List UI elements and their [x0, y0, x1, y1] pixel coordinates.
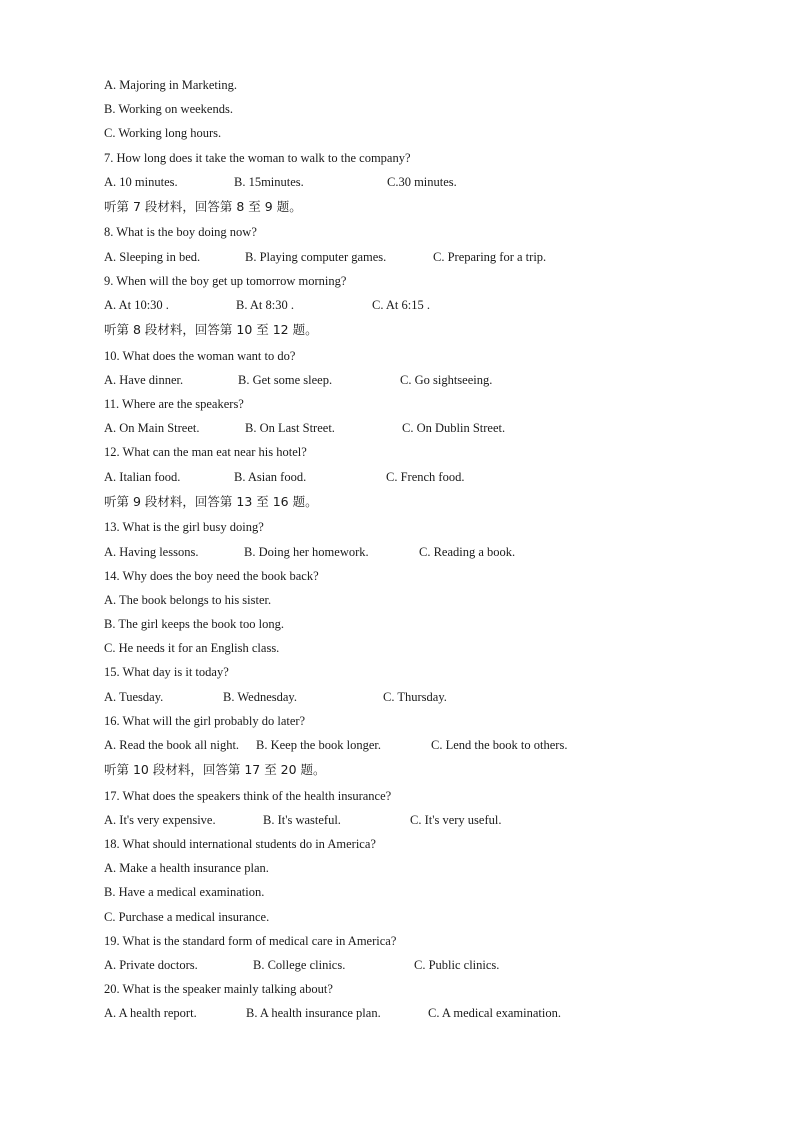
text-line: 15. What day is it today?: [104, 665, 229, 680]
options-row: [104, 293, 704, 317]
answer-option: B. It's wasteful.: [263, 812, 341, 827]
text-line: 20. What is the speaker mainly talking about?: [104, 982, 333, 997]
text-line: 12. What can the man eat near his hotel?: [104, 445, 307, 460]
text-line: 11. Where are the speakers?: [104, 397, 244, 412]
answer-option: A. Read the book all night.: [104, 738, 240, 752]
text-line: B. Have a medical examination.: [104, 885, 265, 900]
options-row: [104, 416, 704, 440]
text-line: 13. What is the girl busy doing?: [104, 520, 264, 535]
text-line: 16. What will the girl probably do later?: [104, 713, 306, 728]
text-line: A. The book belongs to his sister.: [104, 592, 272, 607]
answer-option: B. At 8:30 .: [236, 298, 294, 312]
text-line: C. Working long hours.: [104, 126, 222, 141]
text-line: 17. What does the speakers think of the health insurance?: [104, 788, 392, 803]
answer-option: A. 10 minutes.: [104, 174, 178, 189]
answer-option: C. A medical examination.: [428, 1006, 561, 1021]
answer-option: B. Asian food.: [234, 469, 307, 484]
text-line: 18. What should international students do in America?: [104, 837, 376, 852]
answer-option: C. At 6:15 .: [372, 298, 430, 312]
answer-option: B. Get some sleep.: [238, 372, 333, 387]
answer-option: C. Thursday.: [383, 689, 447, 704]
text-line: 9. When will the boy get up tomorrow morning?: [104, 273, 347, 288]
text-line: A. Majoring in Marketing.: [104, 78, 237, 92]
options-row: [104, 245, 704, 269]
exam-page: [104, 73, 704, 1026]
text-line: B. The girl keeps the book too long.: [104, 617, 284, 632]
section-instruction: 听第 7 段材料，回答第 8 至 9 题。: [104, 198, 302, 214]
section-instruction: 听第 10 段材料，回答第 17 至 20 题。: [104, 762, 326, 778]
answer-option: C. Reading a book.: [419, 544, 516, 559]
answer-option: B. Playing computer games.: [245, 249, 387, 264]
text-line: 8. What is the boy doing now?: [104, 225, 257, 240]
answer-option: B. A health insurance plan.: [246, 1006, 381, 1021]
answer-option: C. It's very useful.: [410, 812, 502, 827]
answer-option: B. Doing her homework.: [244, 544, 369, 559]
answer-option: B. 15minutes.: [234, 174, 304, 189]
answer-option: A. Private doctors.: [104, 958, 198, 972]
text-line: C. He needs it for an English class.: [104, 641, 280, 656]
answer-option: B. College clinics.: [253, 958, 346, 972]
options-row: [104, 953, 704, 977]
answer-option: C. Lend the book to others.: [431, 738, 568, 752]
answer-option: A. Have dinner.: [104, 372, 184, 387]
options-row: [104, 1001, 704, 1025]
options-row: [104, 170, 704, 194]
answer-option: A. On Main Street.: [104, 421, 200, 436]
text-line: B. Working on weekends.: [104, 102, 233, 117]
answer-option: A. A health report.: [104, 1006, 197, 1021]
text-line: A. Make a health insurance plan.: [104, 861, 269, 876]
options-row: [104, 733, 704, 757]
options-row: [104, 465, 704, 489]
answer-option: A. Italian food.: [104, 469, 181, 484]
answer-option: A. It's very expensive.: [104, 812, 216, 827]
answer-option: A. Tuesday.: [104, 689, 164, 704]
answer-option: C. On Dublin Street.: [402, 421, 506, 436]
section-instruction: 听第 9 段材料，回答第 13 至 16 题。: [104, 493, 318, 509]
options-row: [104, 685, 704, 709]
answer-option: C.30 minutes.: [387, 174, 457, 189]
text-line: 7. How long does it take the woman to walk to the company?: [104, 150, 411, 165]
text-line: 19. What is the standard form of medical care in America?: [104, 933, 397, 948]
answer-option: C. Go sightseeing.: [400, 372, 493, 387]
answer-option: C. Public clinics.: [414, 958, 500, 972]
section-instruction: 听第 8 段材料，回答第 10 至 12 题。: [104, 322, 318, 338]
answer-option: A. At 10:30 .: [104, 298, 169, 312]
options-row: [104, 368, 704, 392]
answer-option: C. French food.: [386, 469, 465, 484]
answer-option: B. Keep the book longer.: [256, 738, 381, 752]
text-line: 10. What does the woman want to do?: [104, 348, 296, 363]
options-row: [104, 808, 704, 832]
options-row: [104, 540, 704, 564]
answer-option: B. Wednesday.: [223, 689, 297, 704]
answer-option: B. On Last Street.: [245, 421, 335, 436]
answer-option: C. Preparing for a trip.: [433, 249, 547, 264]
answer-option: A. Sleeping in bed.: [104, 249, 201, 264]
answer-option: A. Having lessons.: [104, 544, 199, 559]
text-line: C. Purchase a medical insurance.: [104, 909, 270, 924]
text-line: 14. Why does the boy need the book back?: [104, 568, 319, 583]
